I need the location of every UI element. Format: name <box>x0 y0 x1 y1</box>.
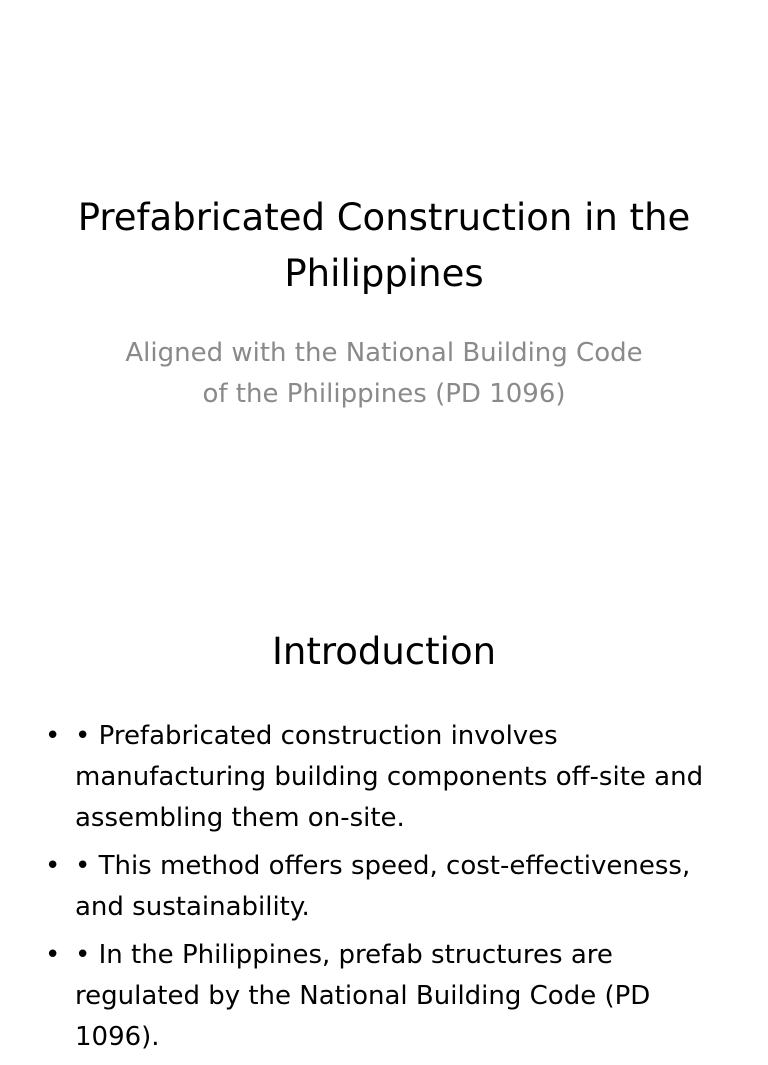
slide-subtitle: Aligned with the National Building Code of the Philippines (PD 1096) <box>125 338 643 409</box>
bullet-list <box>45 716 735 1065</box>
bullet-text: • This method offers speed, cost-effectiveness, and sustainability. <box>75 851 691 922</box>
introduction-heading: Introduction <box>271 630 497 673</box>
bullet-marker: • <box>45 940 61 970</box>
slide-title: Prefabricated Construction in the Philippines <box>77 196 691 295</box>
bullet-marker: • <box>45 721 61 751</box>
bullet-text: • In the Philippines, prefab structures are regulated by the National Building Code (PD 1096). <box>75 940 651 1052</box>
bullet-text: • Prefabricated construction involves manufacturing building components off-site and assembling them on-site. <box>75 721 704 833</box>
bullet-marker: • <box>45 851 61 881</box>
introduction-slide <box>0 576 768 1052</box>
list-item <box>45 716 735 839</box>
list-item <box>45 846 735 928</box>
list-item <box>45 935 735 1058</box>
